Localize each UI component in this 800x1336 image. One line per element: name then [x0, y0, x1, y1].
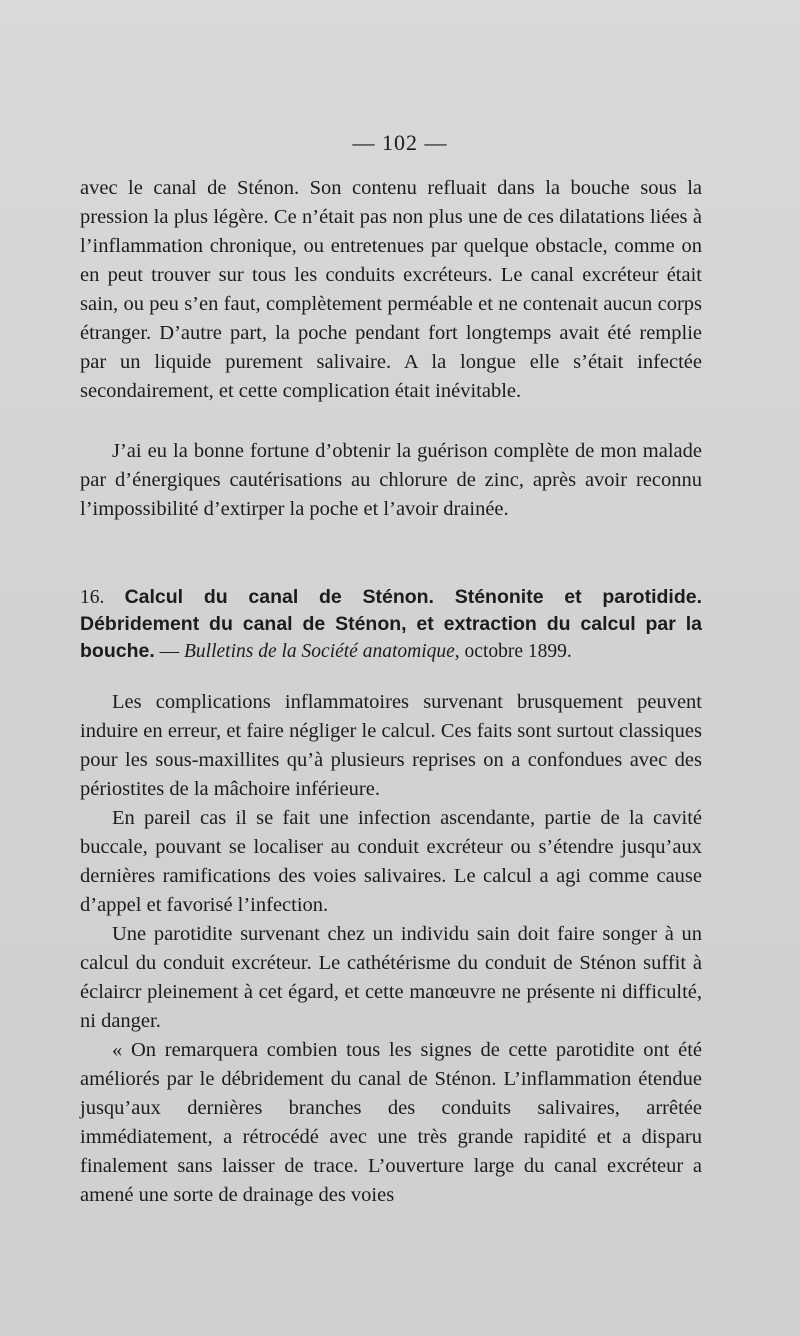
paragraph: « On remarquera combien tous les signes de cette parotidite ont été améliorés par le débridement du canal de Sténon. L’inflammation étendue jusqu’aux dernières branches des conduits salivaires, arrêtée immédiatement, a rétrocédé avec une très grande rapidité et a disparu finalement sans laisser de trace. L’ouverture large du canal excréteur a amené une sorte de drainage des voies — [80, 1039, 702, 1206]
body-text — [80, 688, 702, 1210]
case-date: octobre 1899. — [459, 641, 572, 662]
case-number: 16. — [80, 587, 105, 608]
heading-dash: — — [154, 641, 185, 662]
page-number: — 102 — — [352, 130, 448, 155]
paragraph: En pareil cas il se fait une infection ascendante, partie de la cavité buccale, pouvant se localiser au conduit excréteur ou s’étendre jusqu’aux dernières ramifications des voies salivaires. Le calcul a agi comme cause d’appel et favorisé l’infection. — [80, 807, 702, 916]
case-source: Bulletins de la Société anatomique, — [184, 641, 460, 662]
continuation-paragraph — [80, 174, 702, 406]
paragraph-text: avec le canal de Sténon. Son contenu refluait dans la bouche sous la pression la plus légère. Ce n’était pas non plus une de ces dilatations liées à l’inflammation chronique, ou entretenues par quelque obstacle, comme on en peut trouver sur tous les conduits excréteurs. Le canal excréteur était sain, ou peu s’en faut, complètement perméable et ne contenait aucun corps étranger. D’autre part, la poche pendant fort longtemps avait été remplie par un liquide purement salivaire. A la longue elle s’était infectée secondairement, et cette complication était inévitable. — [80, 177, 702, 402]
paragraph-text: J’ai eu la bonne fortune d’obtenir la guérison complète de mon malade par d’énergiques cautérisations au chlorure de zinc, après avoir reconnu l’impossibilité d’extirper la poche et l’avoir drainée. — [80, 440, 702, 520]
case-title: Calcul du canal de Sténon. Sténonite et parotidide. Débridement du canal de Sténon, et extraction du calcul par la bouche. — [80, 586, 703, 662]
case-heading — [80, 584, 702, 665]
paragraph: Une parotidite survenant chez un individu sain doit faire songer à un calcul du conduit excréteur. Le cathétérisme du conduit de Sténon suffit à éclaircr pleinement à cet égard, et cette manœuvre ne présente ni difficulté, ni danger. — [80, 923, 702, 1032]
guerison-paragraph — [80, 437, 702, 524]
paragraph: Les complications inflammatoires survenant brusquement peuvent induire en erreur, et faire négliger le calcul. Ces faits sont surtout classiques pour les sous-maxillites qu’à plusieurs reprises on a confondues avec des périostites de la mâchoire inférieure. — [80, 691, 702, 800]
